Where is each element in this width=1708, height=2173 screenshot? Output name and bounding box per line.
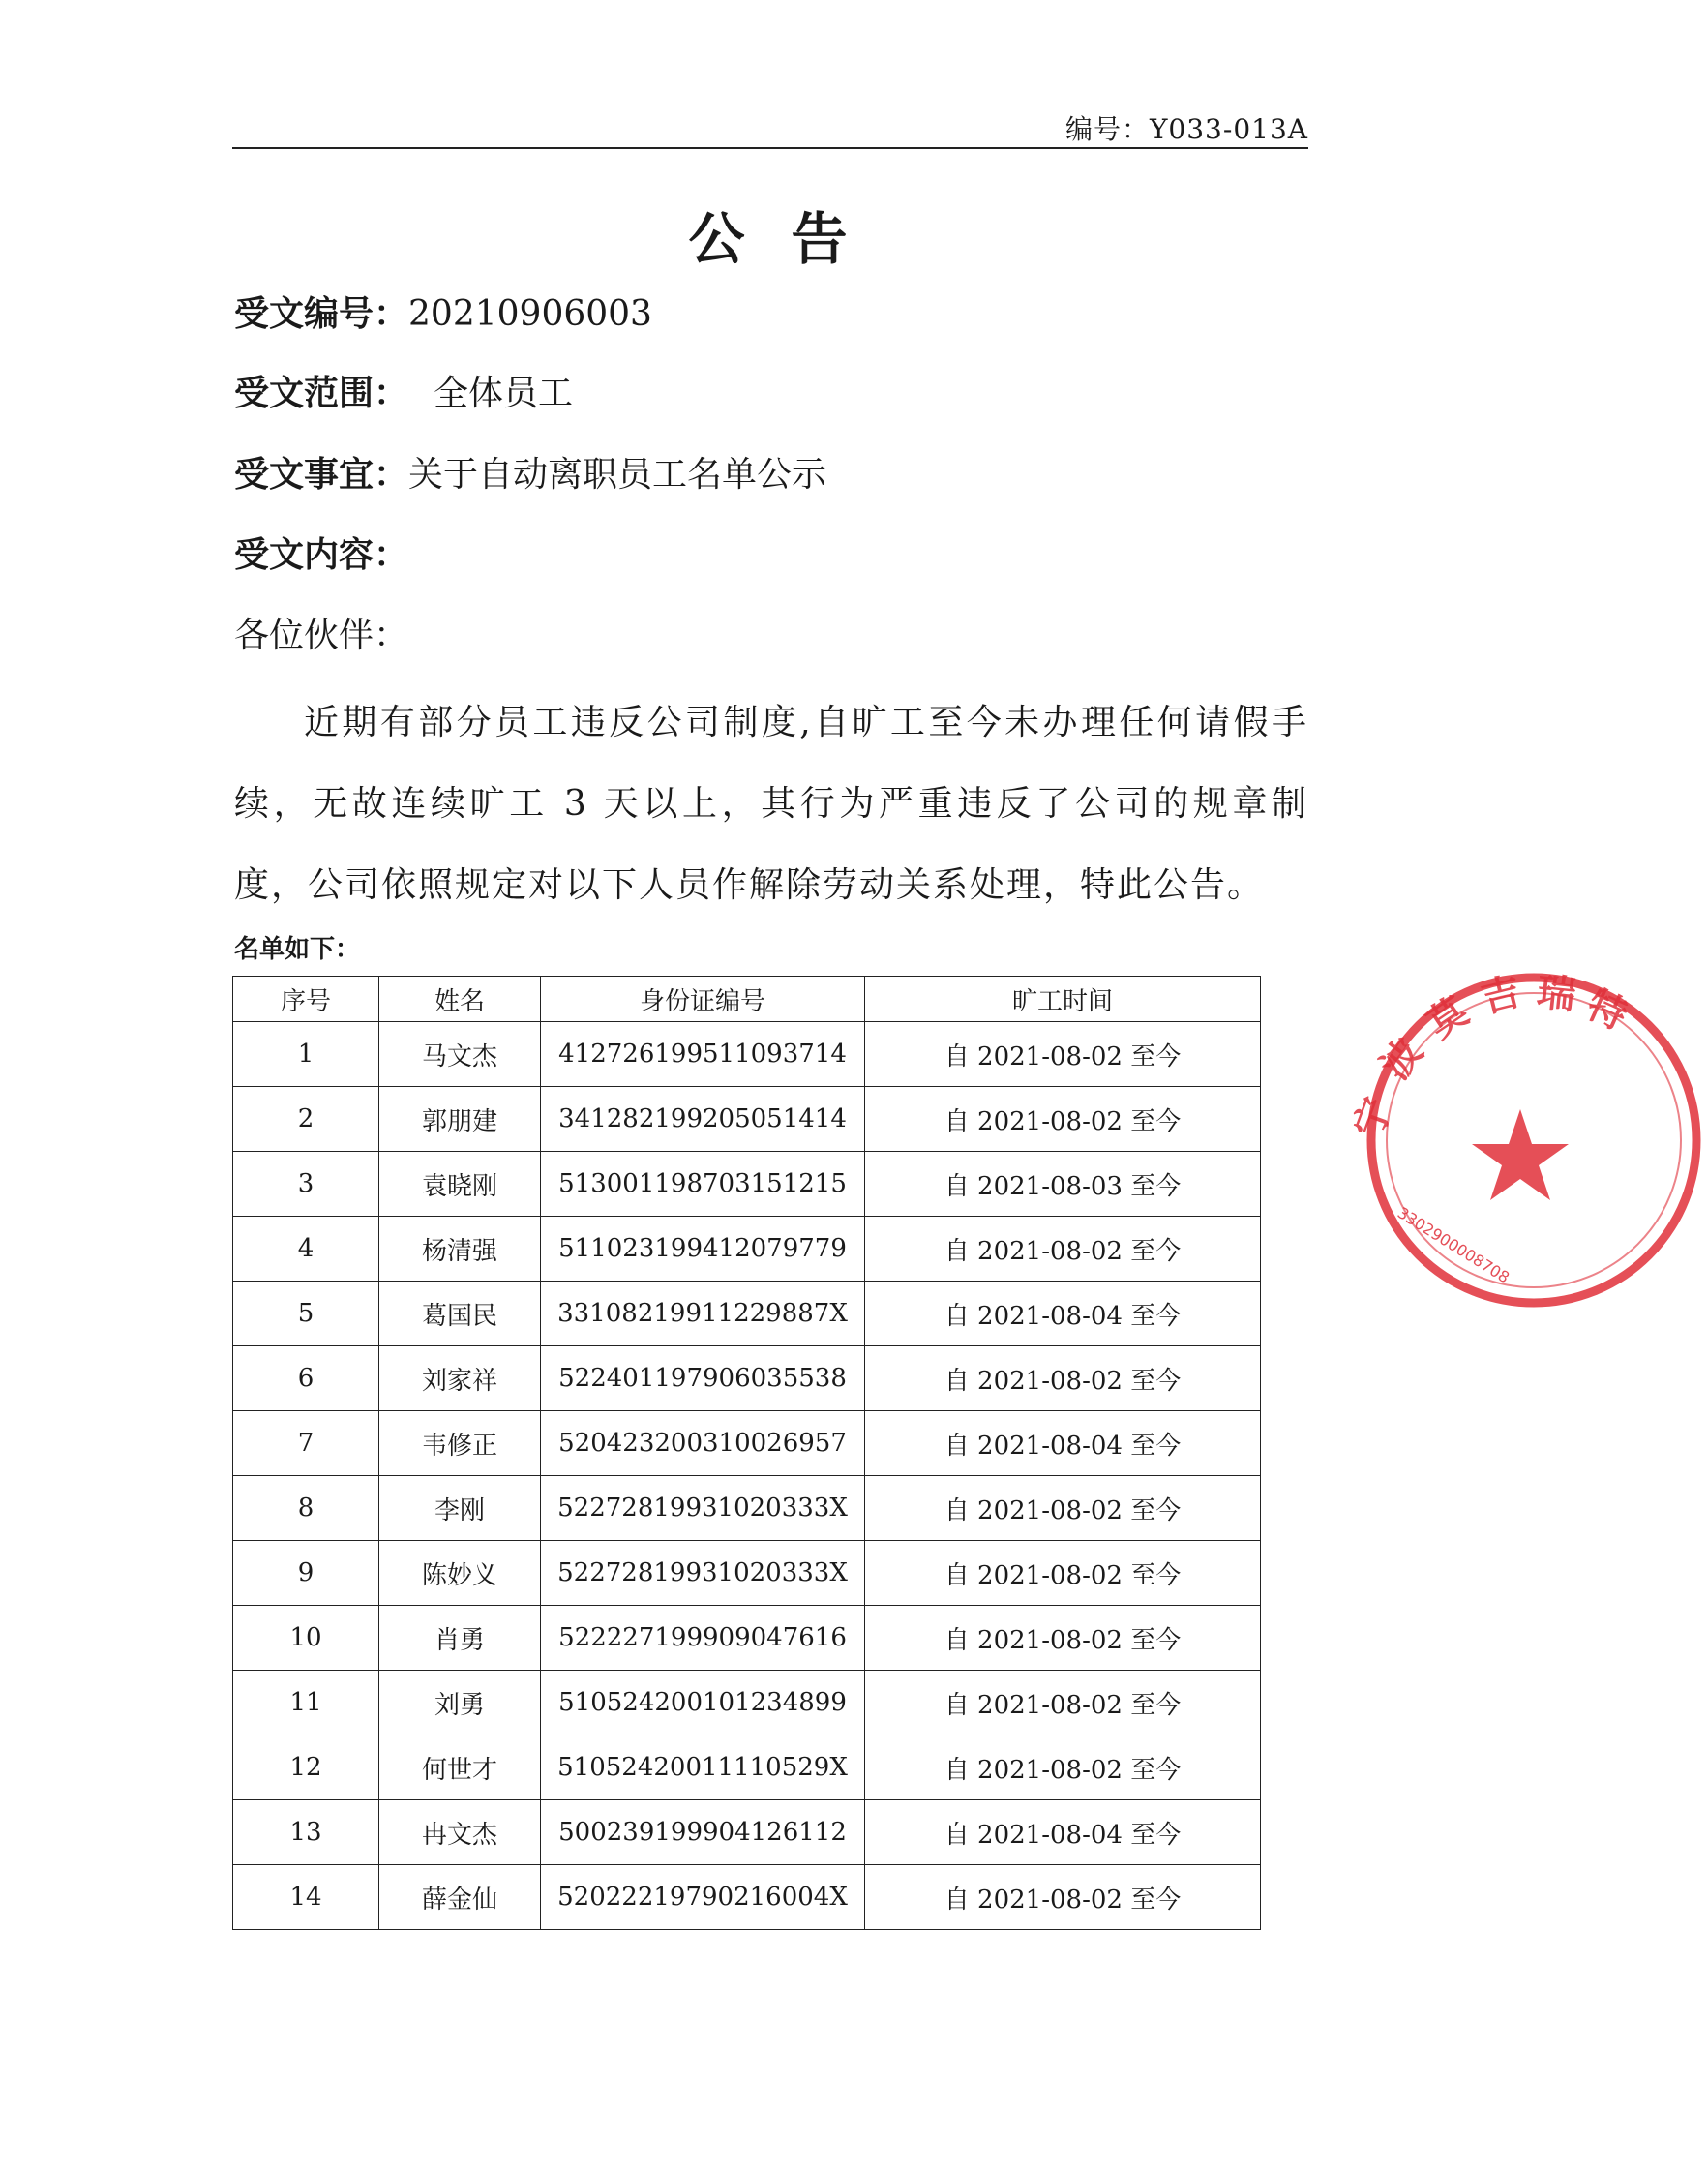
- greeting: 各位伙伴：: [234, 616, 409, 655]
- svg-text:吉: 吉: [1477, 969, 1526, 1022]
- page-title: 公告: [688, 206, 894, 272]
- matter-field: [234, 447, 826, 497]
- cell-id-number: 510524200101234899: [541, 1671, 865, 1735]
- cell-absence-time: 自 2021-08-02 至今: [865, 1476, 1261, 1541]
- scope-value: 全体员工: [434, 374, 574, 413]
- cell-name: 刘家祥: [379, 1346, 541, 1411]
- svg-text:宁: 宁: [1346, 1092, 1402, 1144]
- cell-id-number: 522227199909047616: [541, 1606, 865, 1671]
- table-row: [233, 1346, 1261, 1411]
- receipt-number-value: 20210906003: [408, 294, 652, 334]
- cell-id-number: 412726199511093714: [541, 1022, 865, 1087]
- cell-id-number: 52022219790216004X: [541, 1865, 865, 1930]
- cell-id-number: 522401197906035538: [541, 1346, 865, 1411]
- document-code: 编号：Y033-013A: [1064, 113, 1308, 145]
- cell-id-number: 52272819931020333X: [541, 1541, 865, 1606]
- cell-name: 杨清强: [379, 1217, 541, 1282]
- table-header-row: [233, 977, 1261, 1022]
- cell-absence-time: 自 2021-08-02 至今: [865, 1671, 1261, 1735]
- notice-body: 近期有部分员工违反公司制度,自旷工至今未办理任何请假手续，无故连续旷工 3 天以上，其行为严重违反了公司的规章制度，公司依照规定对以下人员作解除劳动关系处理，特此公告。: [234, 703, 1308, 905]
- list-title: 名单如下：: [234, 935, 361, 964]
- cell-seq: 2: [233, 1087, 379, 1152]
- svg-text:特: 特: [1579, 982, 1634, 1040]
- matter-label: 受文事宜：: [234, 454, 409, 495]
- cell-seq: 13: [233, 1800, 379, 1865]
- cell-name: 冉文杰: [379, 1800, 541, 1865]
- cell-seq: 1: [233, 1022, 379, 1087]
- cell-seq: 3: [233, 1152, 379, 1217]
- cell-name: 郭朋建: [379, 1087, 541, 1152]
- cell-id-number: 341282199205051414: [541, 1087, 865, 1152]
- table-row: [233, 1282, 1261, 1346]
- table-row: [233, 1735, 1261, 1800]
- cell-absence-time: 自 2021-08-04 至今: [865, 1800, 1261, 1865]
- table-row: [233, 1671, 1261, 1735]
- cell-name: 刘勇: [379, 1671, 541, 1735]
- matter-value: 关于自动离职员工名单公示: [408, 455, 827, 495]
- cell-id-number: 511023199412079779: [541, 1217, 865, 1282]
- cell-name: 薛金仙: [379, 1865, 541, 1930]
- cell-name: 韦修正: [379, 1411, 541, 1476]
- content-field: [234, 528, 408, 577]
- svg-text:瑞: 瑞: [1534, 970, 1578, 1019]
- cell-absence-time: 自 2021-08-02 至今: [865, 1087, 1261, 1152]
- header-divider: [232, 147, 1308, 149]
- svg-text:3302900008708: 3302900008708: [1393, 1203, 1513, 1287]
- content-label: 受文内容：: [234, 534, 409, 575]
- table-row: [233, 1087, 1261, 1152]
- cell-absence-time: 自 2021-08-02 至今: [865, 1865, 1261, 1930]
- table-row: [233, 1411, 1261, 1476]
- table-row: [233, 1800, 1261, 1865]
- receipt-number-label: 受文编号：: [234, 293, 409, 334]
- cell-absence-time: 自 2021-08-04 至今: [865, 1282, 1261, 1346]
- cell-id-number: 33108219911229887X: [541, 1282, 865, 1346]
- header-seq: 序号: [233, 977, 379, 1022]
- cell-id-number: 500239199904126112: [541, 1800, 865, 1865]
- cell-name: 李刚: [379, 1476, 541, 1541]
- table-row: [233, 1865, 1261, 1930]
- cell-seq: 14: [233, 1865, 379, 1930]
- table-row: [233, 1476, 1261, 1541]
- cell-absence-time: 自 2021-08-02 至今: [865, 1541, 1261, 1606]
- cell-absence-time: 自 2021-08-02 至今: [865, 1735, 1261, 1800]
- cell-absence-time: 自 2021-08-02 至今: [865, 1022, 1261, 1087]
- table-row: [233, 1541, 1261, 1606]
- table-row: [233, 1606, 1261, 1671]
- cell-seq: 8: [233, 1476, 379, 1541]
- cell-absence-time: 自 2021-08-04 至今: [865, 1411, 1261, 1476]
- cell-seq: 7: [233, 1411, 379, 1476]
- cell-seq: 9: [233, 1541, 379, 1606]
- cell-absence-time: 自 2021-08-02 至今: [865, 1346, 1261, 1411]
- table-row: [233, 1022, 1261, 1087]
- cell-seq: 11: [233, 1671, 379, 1735]
- cell-seq: 6: [233, 1346, 379, 1411]
- cell-seq: 4: [233, 1217, 379, 1282]
- header-id-number: 身份证编号: [541, 977, 865, 1022]
- cell-name: 袁晓刚: [379, 1152, 541, 1217]
- table-row: [233, 1217, 1261, 1282]
- cell-name: 肖勇: [379, 1606, 541, 1671]
- cell-name: 葛国民: [379, 1282, 541, 1346]
- cell-id-number: 51052420011110529X: [541, 1735, 865, 1800]
- cell-name: 陈妙义: [379, 1541, 541, 1606]
- dismissal-table: [232, 976, 1261, 1930]
- cell-seq: 5: [233, 1282, 379, 1346]
- cell-seq: 12: [233, 1735, 379, 1800]
- header-absence-time: 旷工时间: [865, 977, 1261, 1022]
- cell-id-number: 513001198703151215: [541, 1152, 865, 1217]
- cell-absence-time: 自 2021-08-03 至今: [865, 1152, 1261, 1217]
- cell-name: 何世才: [379, 1735, 541, 1800]
- svg-text:波: 波: [1372, 1030, 1432, 1089]
- cell-name: 马文杰: [379, 1022, 541, 1087]
- cell-absence-time: 自 2021-08-02 至今: [865, 1217, 1261, 1282]
- cell-absence-time: 自 2021-08-02 至今: [865, 1606, 1261, 1671]
- scope-label: 受文范围：: [234, 373, 409, 413]
- cell-id-number: 52272819931020333X: [541, 1476, 865, 1541]
- scope-field: [234, 366, 573, 415]
- cell-id-number: 520423200310026957: [541, 1411, 865, 1476]
- cell-seq: 10: [233, 1606, 379, 1671]
- receipt-number-field: [234, 287, 652, 336]
- svg-text:莫: 莫: [1419, 988, 1477, 1048]
- table-row: [233, 1152, 1261, 1217]
- company-seal: [1346, 966, 1708, 1314]
- header-name: 姓名: [379, 977, 541, 1022]
